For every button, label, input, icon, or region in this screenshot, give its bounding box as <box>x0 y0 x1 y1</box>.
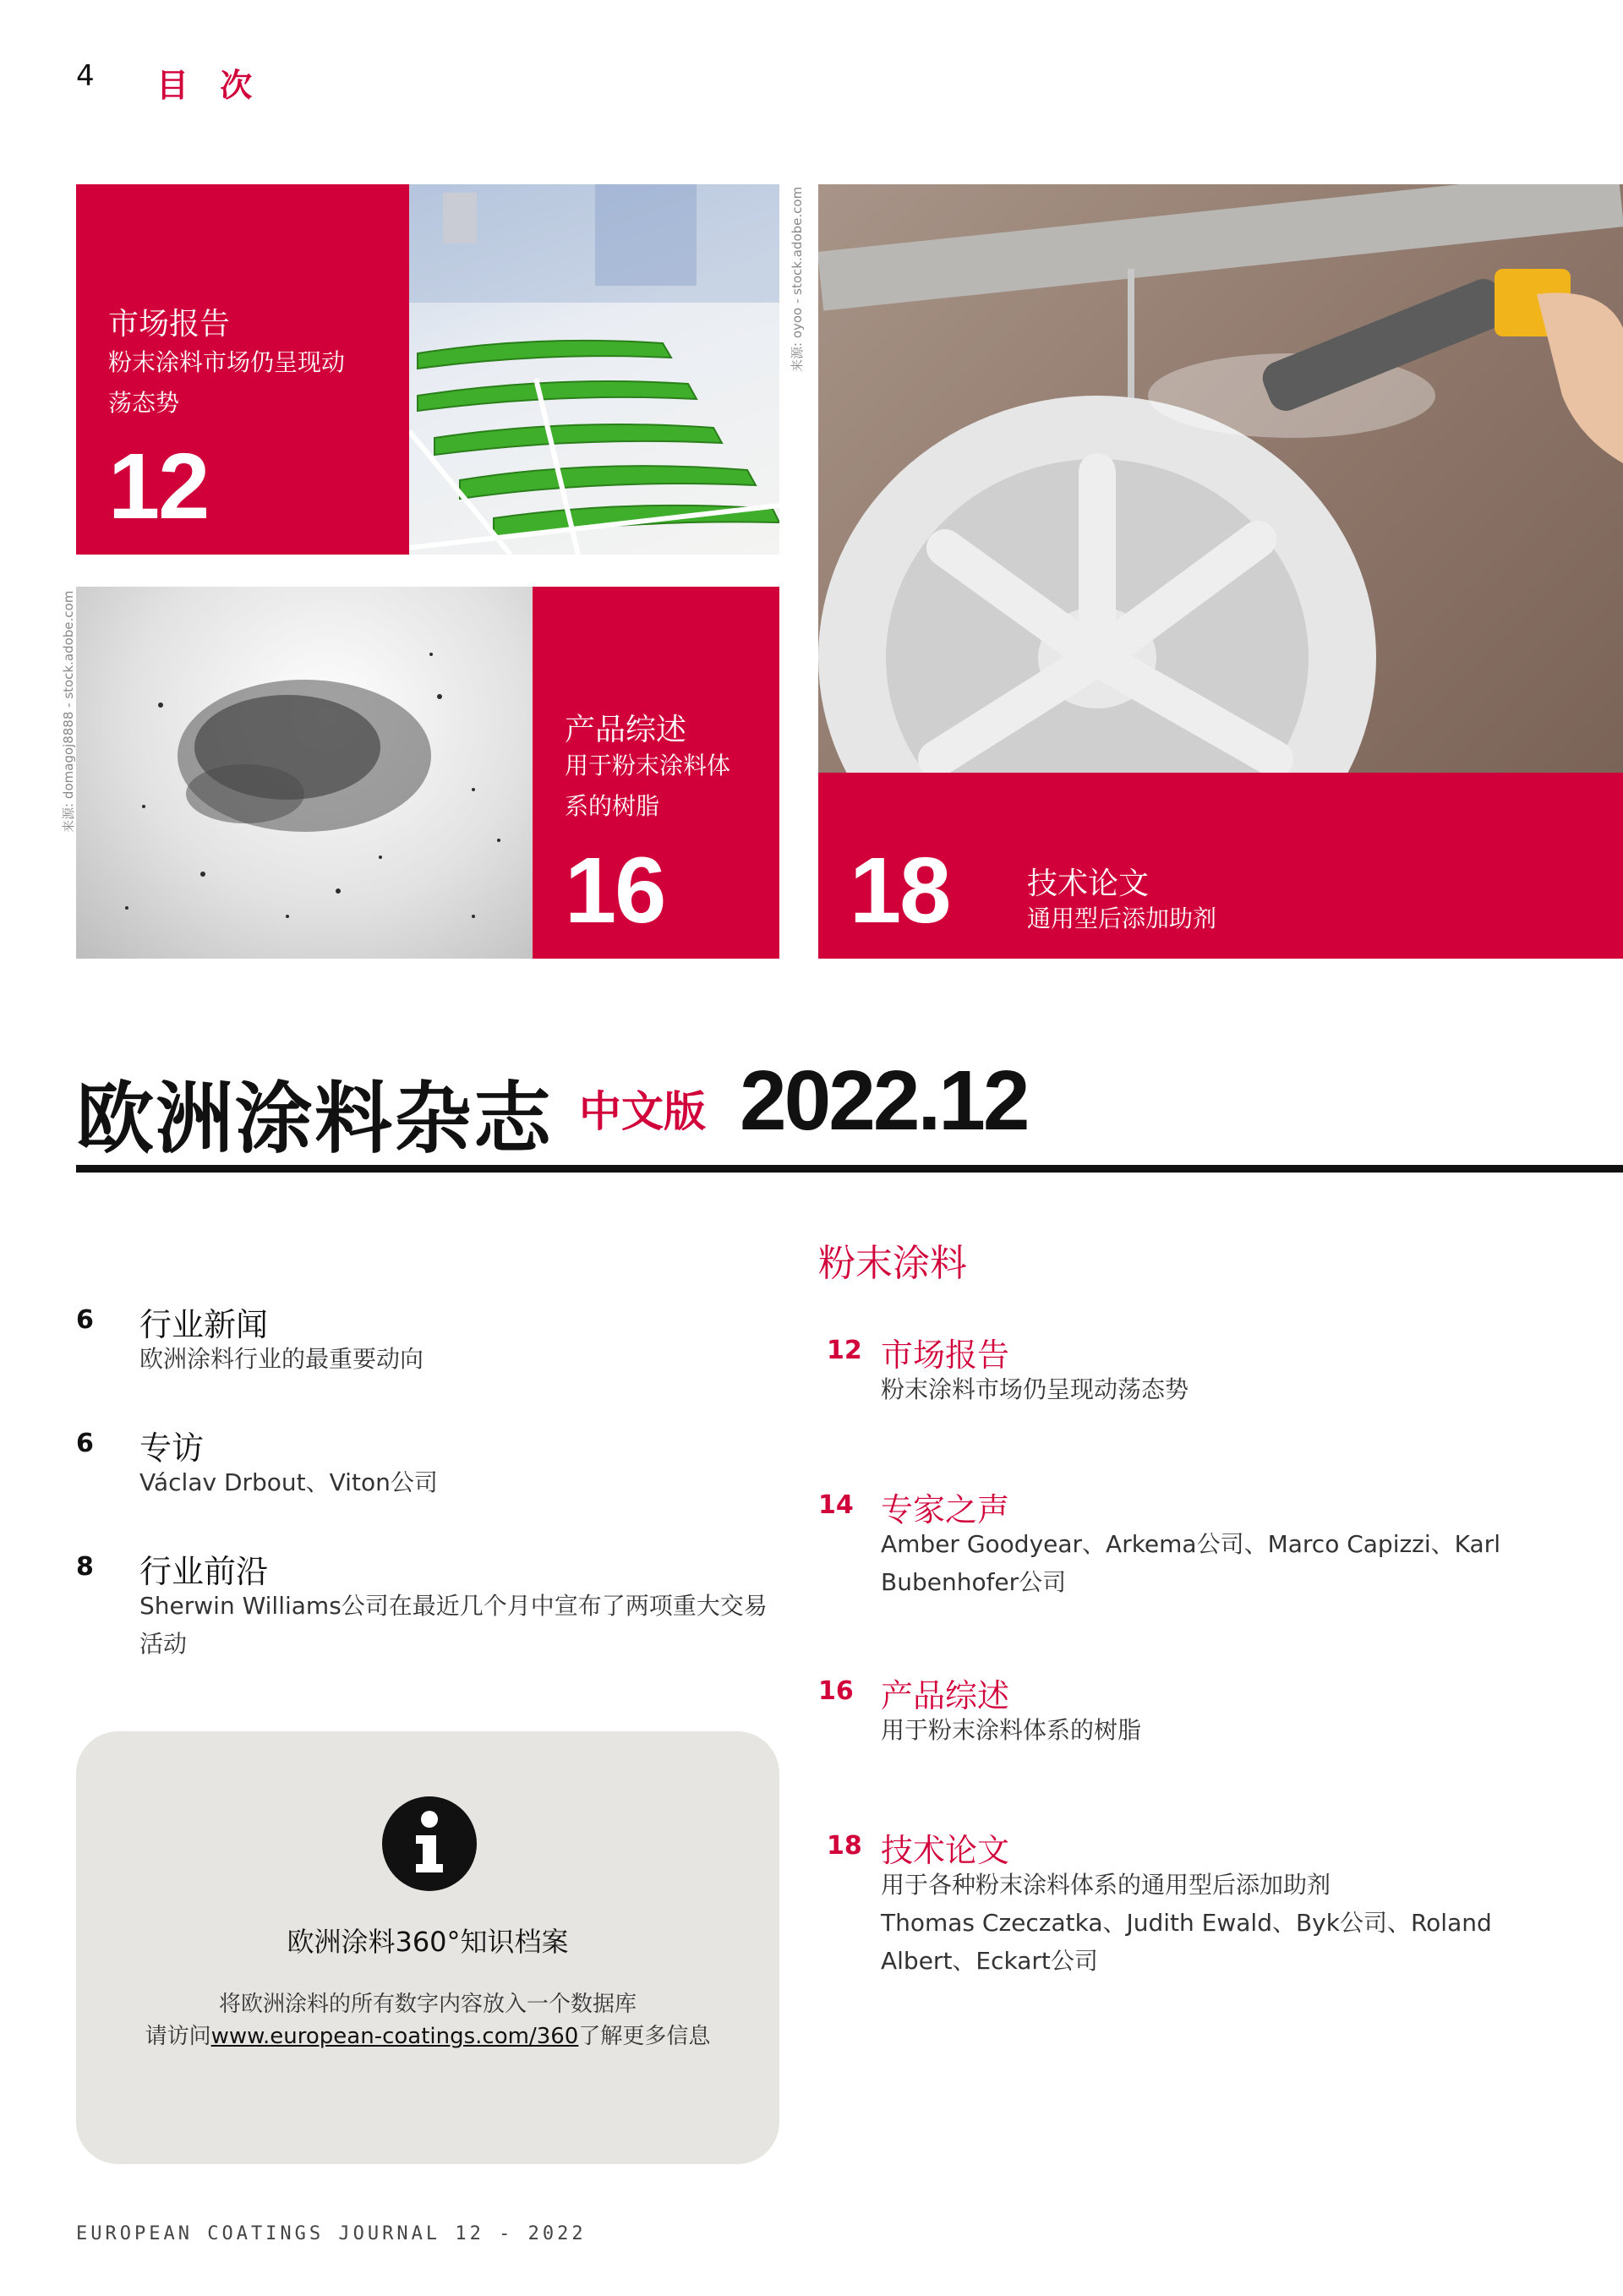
toc-right-market-page: 12 <box>827 1336 862 1365</box>
market-report-title: 市场报告 <box>108 307 231 342</box>
toc-item-interview-page: 6 <box>76 1429 94 1458</box>
toc-right-market-desc: 粉末涂料市场仍呈现动荡态势 <box>881 1375 1189 1403</box>
product-overview-sub1: 用于粉末涂料体 <box>565 752 731 779</box>
section-title: 目 次 <box>156 67 263 104</box>
toc-right-tech-desc-3: Albert、Eckart公司 <box>881 1947 1098 1975</box>
toc-item-news-heading[interactable]: 行业新闻 <box>139 1306 269 1343</box>
product-overview-title: 产品综述 <box>565 713 687 747</box>
title-rule <box>76 1165 1623 1173</box>
toc-right-experts-desc-2: Bubenhofer公司 <box>881 1568 1067 1596</box>
magazine-edition: 中文版 <box>579 1087 706 1136</box>
toc-right-market-heading[interactable]: 市场报告 <box>881 1337 1010 1374</box>
product-overview-sub2: 系的树脂 <box>565 792 660 820</box>
footer-journal-issue: EUROPEAN COATINGS JOURNAL 12 - 2022 <box>76 2223 587 2244</box>
knowledge-archive-text: 将欧洲涂料的所有数字内容放入一个数据库 <box>218 1992 637 2017</box>
knowledge-archive-title: 欧洲涂料360°知识档案 <box>287 1926 569 1958</box>
toc-right-experts-heading[interactable]: 专家之声 <box>881 1491 1010 1528</box>
toc-item-frontier-desc-2: 活动 <box>139 1630 188 1658</box>
toc-section-powder-coatings: 粉末涂料 <box>818 1242 967 1285</box>
toc-right-tech-desc-2: Thomas Czeczatka、Judith Ewald、Byk公司、Roland <box>881 1909 1492 1937</box>
market-report-page-number: 12 <box>108 435 209 538</box>
powder-pile-photo <box>76 587 533 959</box>
knowledge-archive-visit-line <box>76 2019 779 2050</box>
archive-link[interactable]: www.european-coatings.com/360 <box>210 2024 579 2049</box>
toc-right-product-heading[interactable]: 产品综述 <box>881 1677 1010 1714</box>
magazine-date: 2022.12 <box>740 1053 1028 1148</box>
visit-prefix: 请访问 <box>145 2024 211 2049</box>
toc-right-experts-desc-1: Amber Goodyear、Arkema公司、Marco Capizzi、Karl <box>881 1530 1500 1558</box>
tech-paper-title: 技术论文 <box>1027 866 1150 901</box>
page-number: 4 <box>76 59 95 93</box>
toc-item-interview-desc: Václav Drbout、Viton公司 <box>139 1468 438 1496</box>
tech-paper-sub: 通用型后添加助剂 <box>1027 905 1217 932</box>
toc-right-tech-heading[interactable]: 技术论文 <box>881 1832 1010 1869</box>
toc-item-news-desc: 欧洲涂料行业的最重要动向 <box>139 1345 424 1373</box>
tech-paper-page-number: 18 <box>850 839 950 943</box>
market-report-sub1: 粉末涂料市场仍呈现动 <box>108 348 346 376</box>
product-overview-page-number: 16 <box>565 839 665 943</box>
visit-suffix: 了解更多信息 <box>578 2024 711 2049</box>
toc-right-experts-page: 14 <box>818 1490 854 1520</box>
toc-right-tech-page: 18 <box>827 1831 862 1861</box>
toc-item-interview-heading[interactable]: 专访 <box>139 1430 205 1467</box>
toc-right-product-page: 16 <box>818 1676 854 1706</box>
photo-credit-oyoo: 来源: oyoo - stock.adobe.com <box>790 186 805 372</box>
toc-right-tech-desc-1: 用于各种粉末涂料体系的通用型后添加助剂 <box>881 1871 1331 1899</box>
toc-right-product-desc: 用于粉末涂料体系的树脂 <box>881 1716 1142 1744</box>
toc-item-frontier-heading[interactable]: 行业前沿 <box>139 1553 269 1590</box>
wheel-spray-photo <box>818 184 1623 773</box>
green-parts-photo <box>409 184 779 555</box>
magazine-title: 欧洲涂料杂志 <box>76 1074 554 1164</box>
toc-item-news-page: 6 <box>76 1305 94 1335</box>
toc-item-frontier-page: 8 <box>76 1552 94 1582</box>
toc-item-frontier-desc-1: Sherwin Williams公司在最近几个月中宣布了两项重大交易 <box>139 1592 768 1620</box>
market-report-sub2: 荡态势 <box>108 389 180 417</box>
info-icon <box>382 1796 477 1891</box>
photo-credit-domagoj: 来源: domagoj8888 - stock.adobe.com <box>61 590 76 833</box>
